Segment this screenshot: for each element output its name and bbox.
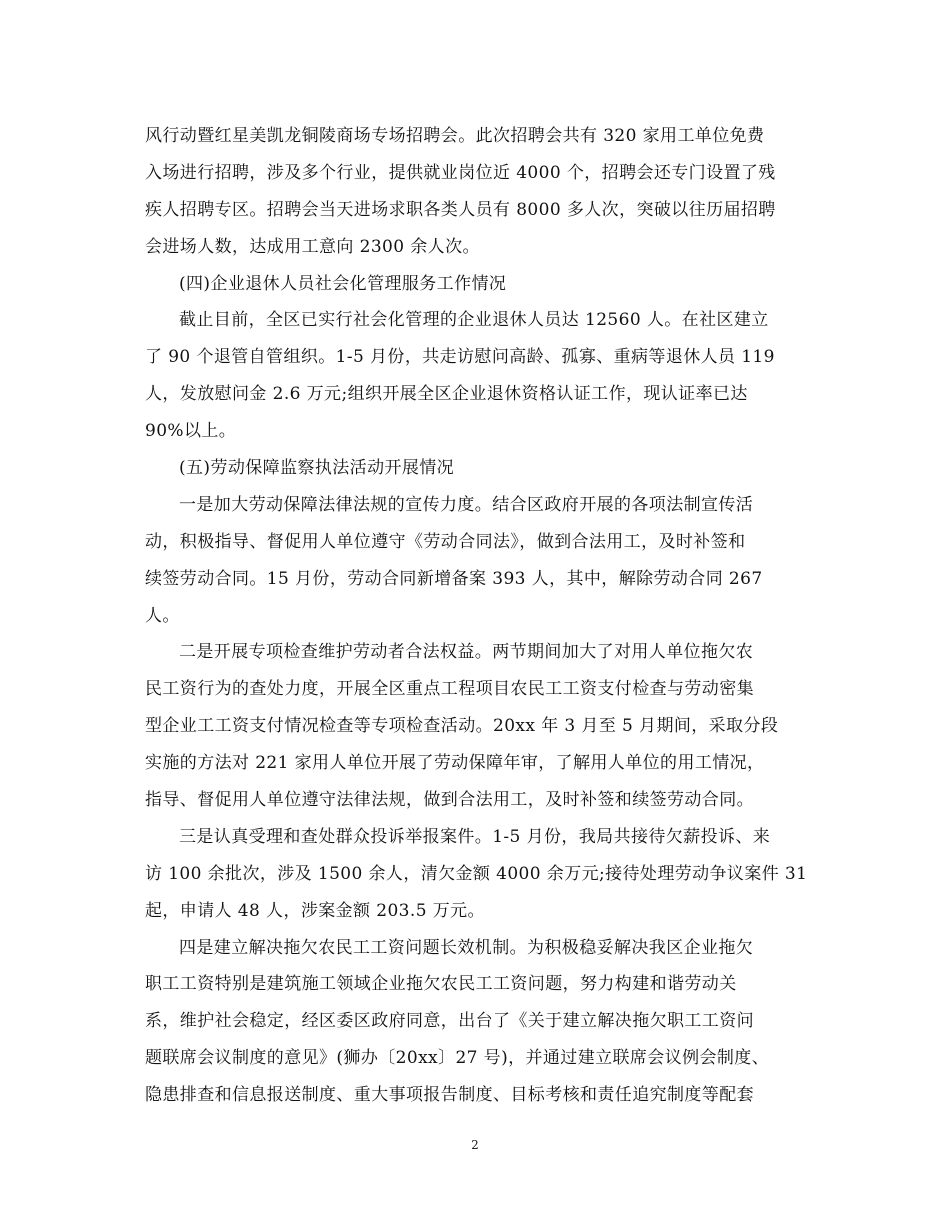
text-line: 访 100 余批次，涉及 1500 余人，清欠金额 4000 余万元;接待处理劳动争议案件 31 xyxy=(145,863,808,884)
text-line: 题联席会议制度的意见》(狮办〔20xx〕27 号)，并通过建立联席会议例会制度、 xyxy=(145,1048,770,1069)
text-line: 疾人招聘专区。招聘会当天进场求职各类人员有 8000 多人次，突破以往历届招聘 xyxy=(145,199,776,220)
text-line: 风行动暨红星美凯龙铜陵商场专场招聘会。此次招聘会共有 320 家用工单位免费 xyxy=(145,126,765,146)
text-line: 三是认真受理和查处群众投诉举报案件。1-5 月份，我局共接待欠薪投诉、来 xyxy=(179,826,771,847)
text-line: 型企业工工资支付情况检查等专项检查活动。20xx 年 3 月至 5 月期间，采取分段 xyxy=(145,716,779,737)
text-line: 动，积极指导、督促用人单位遵守《劳动合同法》，做到合法用工，及时补签和 xyxy=(145,531,746,552)
text-line: 续签劳动合同。15 月份，劳动合同新增备案 393 人，其中，解除劳动合同 267 xyxy=(145,568,763,589)
text-line: 90%以上。 xyxy=(145,421,237,442)
text-line: 一是加大劳动保障法律法规的宣传力度。结合区政府开展的各项法制宣传活 xyxy=(179,494,754,515)
text-line: 四是建立解决拖欠农民工工资问题长效机制。为积极稳妥解决我区企业拖欠 xyxy=(179,937,754,958)
text-line: 实施的方法对 221 家用人单位开展了劳动保障年审，了解用人单位的用工情况， xyxy=(145,753,765,774)
text-line: (四)企业退休人员社会化管理服务工作情况 xyxy=(179,273,507,294)
text-line: 起，申请人 48 人，涉案金额 203.5 万元。 xyxy=(145,900,485,921)
text-line: 截止目前，全区已实行社会化管理的企业退休人员达 12560 人。在社区建立 xyxy=(179,310,769,331)
text-line: 人。 xyxy=(145,605,180,626)
text-line: 职工工资特别是建筑施工领域企业拖欠农民工工资问题，努力构建和谐劳动关 xyxy=(145,974,737,995)
page-number: 2 xyxy=(471,1138,479,1152)
text-line: 了 90 个退管自管组织。1-5 月份，共走访慰问高龄、孤寡、重病等退休人员 119 xyxy=(145,347,775,368)
text-line: 入场进行招聘，涉及多个行业，提供就业岗位近 4000 个，招聘会还专门设置了残 xyxy=(145,162,776,183)
document-body xyxy=(145,118,808,1114)
text-line: 民工资行为的查处力度，开展全区重点工程项目农民工工资支付检查与劳动密集 xyxy=(145,679,754,700)
text-line: 人，发放慰问金 2.6 万元;组织开展全区企业退休资格认证工作，现认证率已达 xyxy=(145,384,748,405)
text-line: 指导、督促用人单位遵守法律法规，做到合法用工，及时补签和续签劳动合同。 xyxy=(145,790,754,811)
text-line: (五)劳动保障监察执法活动开展情况 xyxy=(179,458,455,479)
text-line: 会进场人数，达成用工意向 2300 余人次。 xyxy=(145,236,480,257)
text-line: 系，维护社会稳定，经区委区政府同意，出台了《关于建立解决拖欠职工工资问 xyxy=(145,1011,754,1032)
text-line: 隐患排查和信息报送制度、重大事项报告制度、目标考核和责任追究制度等配套 xyxy=(145,1085,754,1106)
text-line: 二是开展专项检查维护劳动者合法权益。两节期间加大了对用人单位拖欠农 xyxy=(179,642,754,663)
